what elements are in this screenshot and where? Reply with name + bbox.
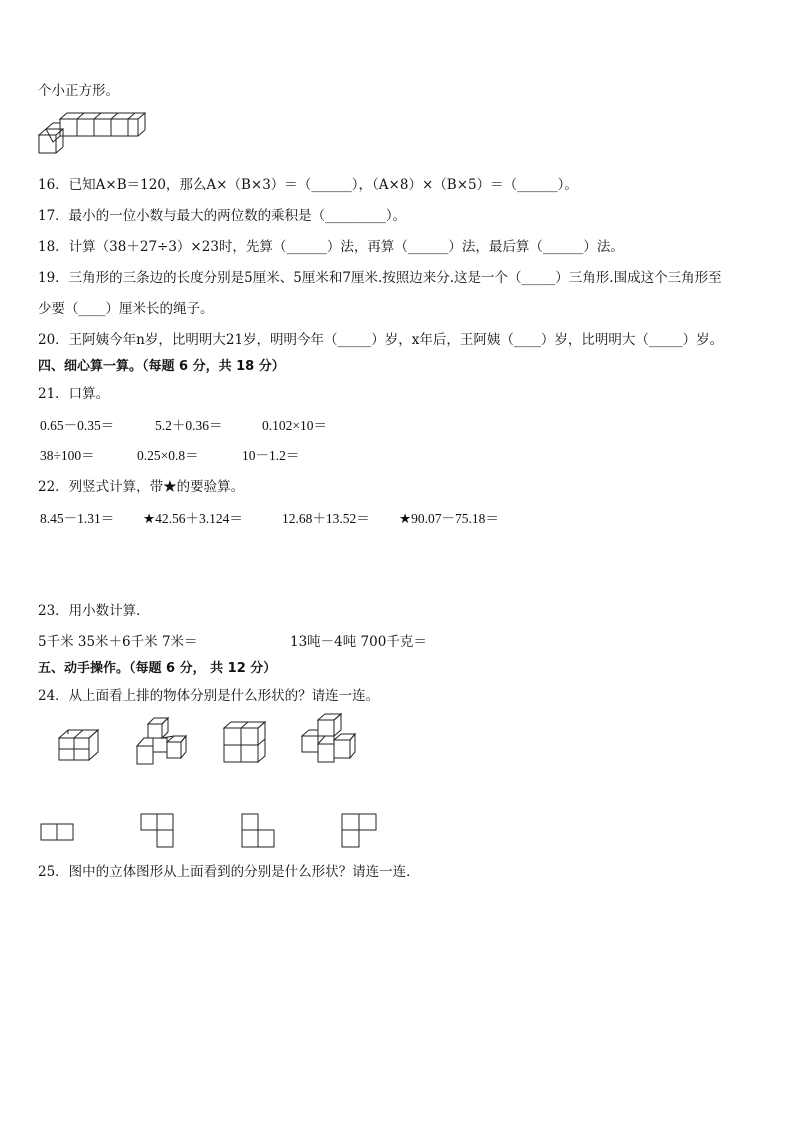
question-18: 18．计算（38＋27÷3）×23时，先算（______）法，再算（______）法，最后算（______）法。 [38,239,624,255]
top-view-shape-1 [40,822,76,842]
question-21-label: 21．口算。 [38,386,110,402]
question-17: 17．最小的一位小数与最大的两位数的乘积是（_________）。 [38,208,407,224]
question-20: 20．王阿姨今年n岁，比明明大21岁，明明今年（_____）岁，x年后，王阿姨（____）岁，比明明大（_____）岁。 [38,332,724,348]
top-view-shape-2 [140,812,176,850]
oral-calc-4: 38÷100＝ [40,448,95,463]
vertical-calc-3: 12.68＋13.52＝ [282,511,370,526]
oral-calc-1: 0.65－0.35＝ [40,418,115,433]
vertical-calc-2: ★42.56＋3.124＝ [143,511,243,526]
section-4-title: 四、细心算一算。（每题 6 分，共 18 分） [38,359,285,374]
solid-figure-3 [222,720,268,766]
oral-calc-5: 0.25×0.8＝ [137,448,199,463]
question-19-line1: 19．三角形的三条边的长度分别是5厘米、5厘米和7厘米.按照边来分.这是一个（_____）三角形.围成这个三角形至 [38,270,722,286]
vertical-calc-1: 8.45－1.31＝ [40,511,115,526]
top-view-shape-3 [240,812,278,850]
decimal-calc-1: 5千米 35米＋6千米 7米＝ [38,634,198,650]
decimal-calc-2: 13吨－4吨 700千克＝ [290,634,427,650]
section-5-title: 五、动手操作。（每题 6 分， 共 12 分） [38,661,277,676]
oral-calc-2: 5.2＋0.36＝ [155,418,223,433]
question-22-label: 22．列竖式计算，带★的要验算。 [38,479,245,495]
question-19-line2: 少要（____）厘米长的绳子。 [38,301,214,317]
top-view-shape-4 [340,812,380,850]
solid-figure-1 [56,726,104,766]
cube-row-figure [36,112,146,158]
solid-figure-2 [134,716,188,768]
vertical-calc-4: ★90.07－75.18＝ [399,511,499,526]
question-23-label: 23．用小数计算． [38,603,150,619]
question-16: 16．已知A×B＝120，那么A×（B×3）＝（______），（A×8）×（B×5）＝（______）。 [38,177,578,193]
oral-calc-6: 10－1.2＝ [242,448,300,463]
solid-figure-4 [298,712,356,768]
question-25-label: 25．图中的立体图形从上面看到的分别是什么形状？请连一连． [38,864,420,880]
question-24-label: 24．从上面看上排的物体分别是什么形状的？请连一连。 [38,688,380,704]
oral-calc-3: 0.102×10＝ [262,418,327,433]
intro-text: 个小正方形。 [38,83,119,99]
